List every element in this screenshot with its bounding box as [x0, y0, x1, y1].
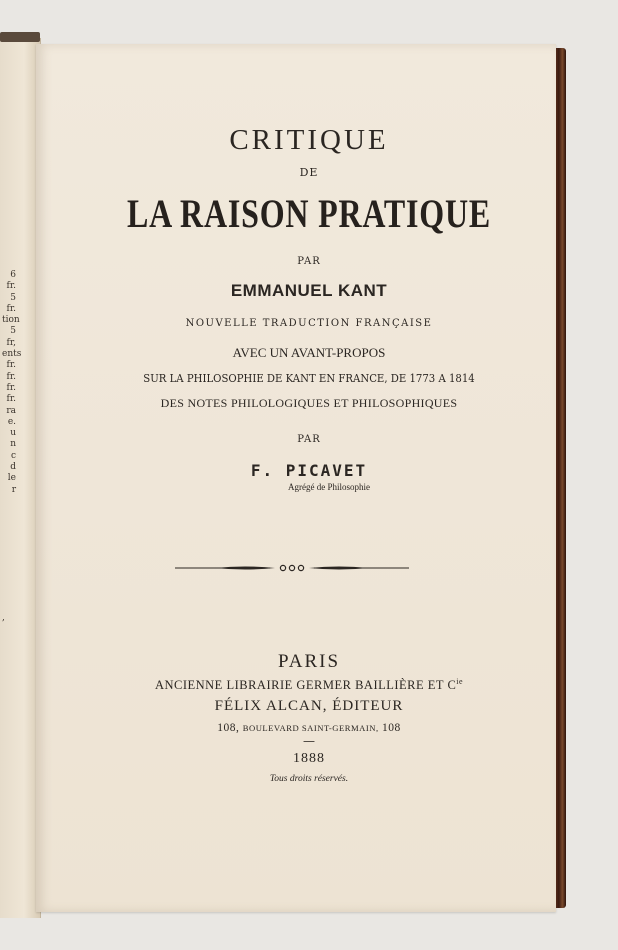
left-page-fragment: ra: [6, 405, 16, 416]
left-page-fragment: n: [10, 439, 16, 450]
left-page-fragment: tion: [2, 315, 20, 326]
left-page-fragment: fr.: [6, 360, 16, 371]
translator-name: F. PICAVET: [250, 461, 368, 480]
publisher-line-1-sup: ie: [456, 677, 464, 686]
translation-note: NOUVELLE TRADUCTION FRANÇAISE: [185, 318, 433, 329]
city: PARIS: [277, 651, 341, 672]
left-page-fragment: fr.: [6, 371, 16, 382]
left-page-mark: ,: [2, 613, 5, 623]
left-page-fragment: e.: [7, 416, 16, 427]
address-street: BOULEVARD SAINT-GERMAIN,: [242, 723, 379, 733]
par-label-1: PAR: [297, 256, 321, 267]
left-page-fragment: c: [10, 450, 16, 461]
avant-propos-line: AVEC UN AVANT-PROPOS: [232, 345, 386, 360]
publication-year: 1888: [293, 751, 325, 766]
left-page-fragment: le: [7, 473, 16, 484]
title-raison-pratique: LA RAISON PRATIQUE: [126, 191, 492, 236]
author-name: EMMANUEL KANT: [230, 281, 388, 300]
philosophy-line: SUR LA PHILOSOPHIE DE KANT EN FRANCE, DE 1773 A 1814: [143, 372, 475, 385]
left-cover-edge: [0, 32, 40, 42]
left-page-fragment: 5 fr,: [6, 326, 16, 348]
left-page-fragment: u: [10, 428, 16, 439]
publisher-line-2: FÉLIX ALCAN, ÉDITEUR: [214, 698, 404, 714]
publisher-line-1: [0, 677, 618, 693]
title-critique: CRITIQUE: [229, 124, 389, 156]
address-number-1: 108,: [217, 722, 240, 734]
separator-dash: —: [303, 734, 315, 748]
address-number-2: 108: [382, 722, 401, 734]
publisher-line-1-main: ANCIENNE LIBRAIRIE GERMER BAILLIÈRE ET C: [154, 678, 457, 693]
rights-notice: Tous droits réservés.: [269, 774, 349, 784]
par-label-2: PAR: [297, 434, 321, 445]
left-page-fragment: fr.: [6, 394, 16, 405]
notes-line: DES NOTES PHILOLOGIQUES ET PHILOSOPHIQUES: [160, 396, 458, 410]
left-page-fragment: ents: [2, 349, 22, 360]
address-line: [0, 722, 618, 734]
translator-title: Agrégé de Philosophie: [288, 482, 370, 492]
left-page-fragment: 6 fr.: [6, 270, 16, 292]
left-page-fragment: d: [10, 462, 16, 473]
left-page-fragment: 5 fr.: [6, 292, 16, 314]
left-page-fragment: r: [11, 484, 16, 495]
title-de: DE: [299, 166, 319, 179]
left-page-fragment: fr.: [6, 382, 16, 393]
ornamental-rule: [175, 562, 409, 574]
